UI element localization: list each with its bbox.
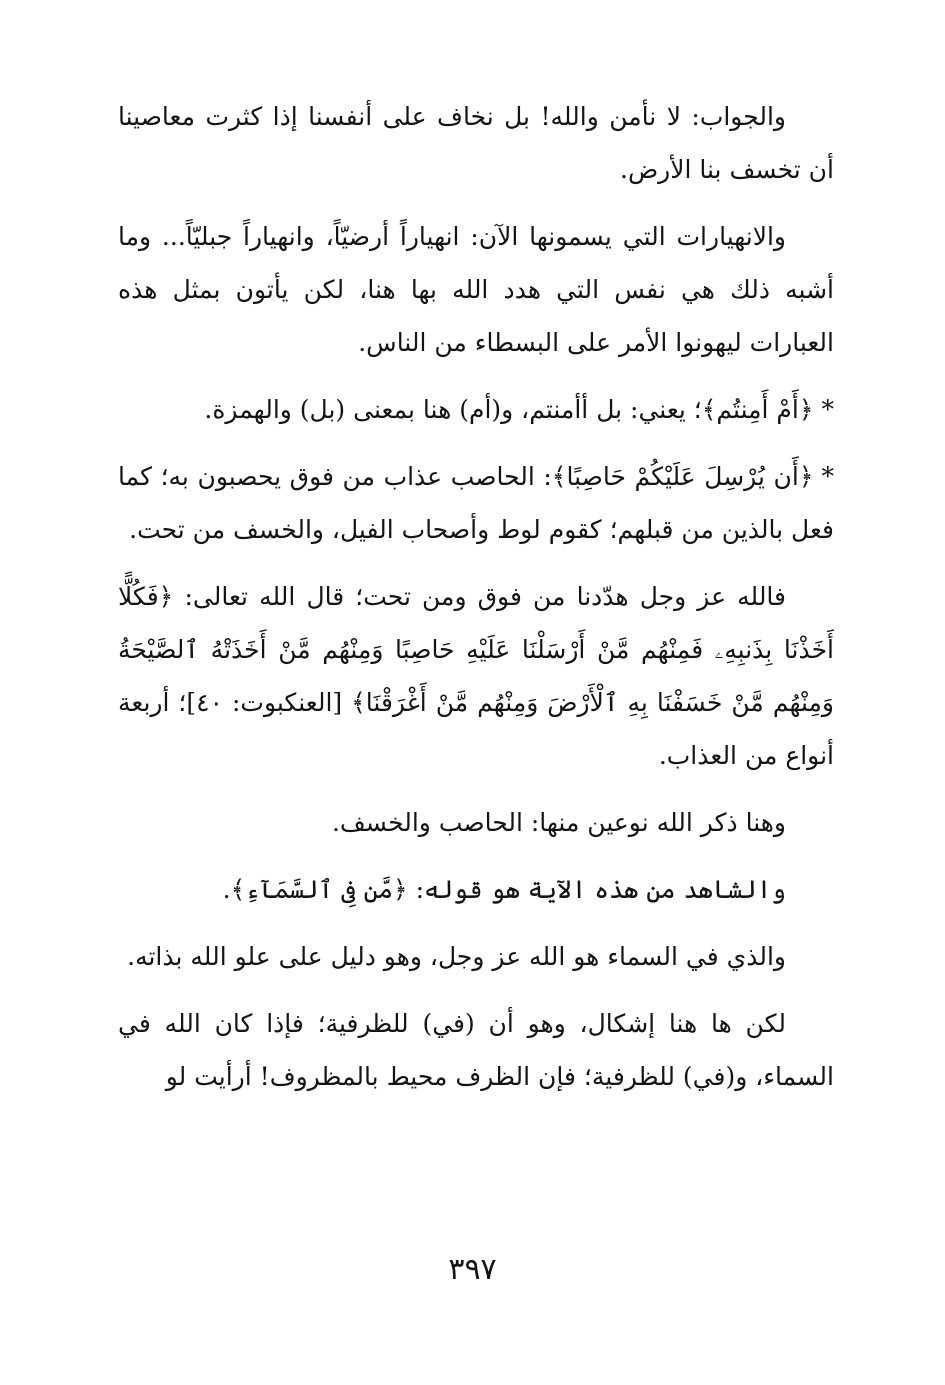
paragraph: والذي في السماء هو الله عز وجل، وهو دليل على علو الله بذاته. (127, 942, 786, 971)
paragraph-text: ﴿أَمْ أَمِنتُم﴾؛ يعني: بل أأمنتم، و(أم) هنا بمعنى (بل) والهمزة. (204, 395, 814, 424)
paragraph: لكن ها هنا إشكال، وهو أن (في) للظرفية؛ فإذا كان الله في السماء، و(في) للظرفية؛ فإن الظرف محيط بالمظروف! أرأيت لو (118, 1009, 834, 1091)
bullet-mark: * (821, 395, 834, 424)
paragraph: فالله عز وجل هدّدنا من فوق ومن تحت؛ قال الله تعالى: ﴿فَكُلًّا أَخَذْنَا بِذَنبِهِۦ فَمِنْهُم مَّنْ أَرْسَلْنَا عَلَيْهِ حَاصِبًا وَمِنْهُم مَّنْ أَخَذَتْهُ ٱلصَّيْحَةُ وَمِنْهُم مَّنْ خَسَفْنَا بِهِ ٱلْأَرْضَ وَمِنْهُم مَّنْ أَغْرَقْنَا﴾ [العنكبوت: ٤٠]؛ أربعة أنواع من العذاب. (118, 582, 834, 770)
page-body (118, 90, 834, 1117)
paragraph: والجواب: لا نأمن والله! بل نخاف على أنفسنا إذا كثرت معاصينا أن تخسف بنا الأرض. (118, 102, 834, 184)
paragraph: وهنا ذكر الله نوعين منها: الحاصب والخسف. (331, 808, 786, 837)
paragraph-text: ﴿أَن يُرْسِلَ عَلَيْكُمْ حَاصِبًا﴾: الحاصب عذاب من فوق يحصبون به؛ كما فعل بالذين من قبلهم؛ كقوم لوط وأصحاب الفيل، والخسف من تحت. (118, 462, 834, 544)
bullet-mark: * (821, 462, 834, 491)
paragraph: والانهيارات التي يسمونها الآن: انهياراً أرضيّاً، وانهياراً جبليّاً... وما أشبه ذلك هي نفس التي هدد الله بها هنا، لكن يأتون بمثل هذه العبارات ليهونوا الأمر على البسطاء من الناس. (118, 222, 834, 357)
page-number: ٣٩٧ (448, 1252, 497, 1287)
bullet-paragraph (118, 450, 834, 556)
bullet-paragraph (118, 383, 834, 436)
paragraph: والشاهد من هذه الآية هو قوله: ﴿مَّن فِى ٱلسَّمَآءِ﴾. (222, 875, 786, 904)
